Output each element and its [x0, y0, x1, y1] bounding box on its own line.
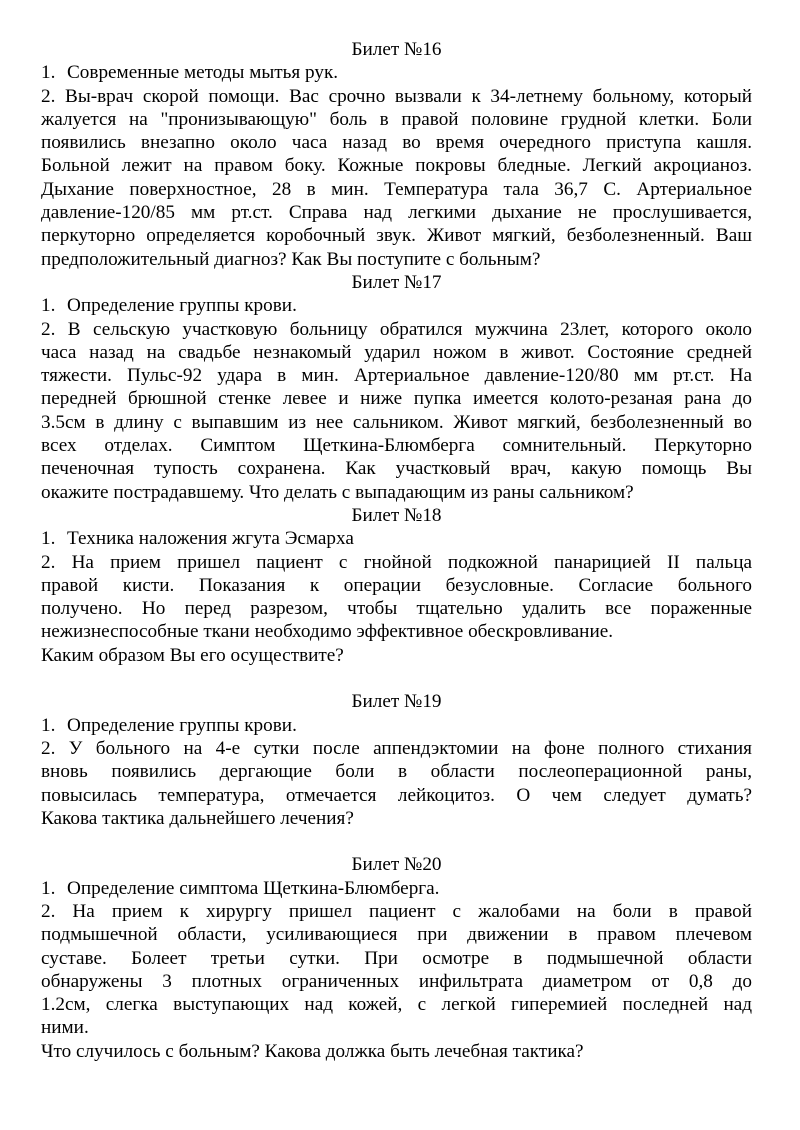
question-1-text: Техника наложения жгута Эсмарха: [67, 528, 354, 550]
question-2-line: Что случилось с больным? Какова должка быть лечебная тактика?: [41, 1040, 584, 1062]
question-2-line: 1.2см, слегка выступающих над кожей, с легкой гиперемией последней над: [41, 994, 752, 1016]
ticket-title: Билет №17: [351, 271, 442, 293]
question-number: 1.: [41, 714, 56, 736]
question-1: [41, 61, 752, 84]
question-2-line: предположительный диагноз? Как Вы поступите с больным?: [41, 248, 541, 270]
question-number: 1.: [41, 528, 56, 550]
question-2-line: появились внезапно около часа назад во время очередного приступа кашля.: [41, 132, 752, 154]
question-2-line: 2. На прием пришел пациент с гнойной подкожной панарицией II пальца: [41, 551, 752, 573]
spacer: [41, 667, 752, 690]
question-2-line: правой кисти. Показания к операции безусловные. Согласие больного: [41, 574, 752, 596]
ticket-19: [41, 690, 752, 853]
question-2-line: перкуторно определяется коробочный звук. Живот мягкий, безболезненный. Ваш: [41, 225, 752, 247]
question-2-line: передней брюшной стенке левее и ниже пупка имеется колото-резаная рана до: [41, 388, 752, 410]
ticket-title: Билет №16: [351, 39, 442, 60]
question-2-line: всех отделах. Симптом Щеткина-Блюмберга сомнительный. Перкуторно: [41, 435, 752, 457]
question-2-line: ними.: [41, 1017, 89, 1039]
question-2-line: нежизнеспособные ткани необходимо эффективное обескровливание.: [41, 621, 614, 643]
question-2-line: Какова тактика дальнейшего лечения?: [41, 807, 354, 829]
question-2-line: подмышечной области, усиливающиеся при движении в правом плечевом: [41, 924, 752, 946]
question-2-line: 2. На прием к хирургу пришел пациент с жалобами на боли в правой: [41, 900, 752, 922]
question-2-line: тяжести. Пульс-92 удара в мин. Артериальное давление-120/80 мм рт.ст. На: [41, 365, 752, 387]
question-1: [41, 714, 752, 737]
question-2-line: давление-120/85 мм рт.ст. Справа над легкими дыхание не прослушивается,: [41, 202, 752, 224]
question-2-line: 2. В сельскую участковую больницу обратился мужчина 23лет, которого около: [41, 318, 752, 340]
ticket-title: Билет №18: [351, 504, 442, 526]
ticket-17: [41, 271, 752, 504]
ticket-20: [41, 853, 752, 1063]
question-number: 1.: [41, 877, 56, 899]
ticket-title: Билет №19: [351, 691, 442, 713]
question-1-text: Определение группы крови.: [67, 714, 297, 736]
question-2-line: Каким образом Вы его осуществите?: [41, 644, 344, 666]
question-2-line: жалуется на "пронизывающую" боль в правой половине грудной клетки. Боли: [41, 108, 752, 130]
question-2-line: обнаружены 3 плотных ограниченных инфильтрата диаметром от 0,8 до: [41, 970, 752, 992]
question-2-line: вновь появились дергающие боли в области послеоперационной раны,: [41, 761, 752, 783]
question-2-line: суставе. Болеет третьи сутки. При осмотре в подмышечной области: [41, 947, 752, 969]
question-2-line: 2. У больного на 4-е сутки после аппендэктомии на фоне полного стихания: [41, 737, 752, 759]
question-2-line: печеночная тупость сохранена. Как участковый врач, какую помощь Вы: [41, 458, 752, 480]
question-2-line: получено. Но перед разрезом, чтобы тщательно удалить все пораженные: [41, 598, 752, 620]
ticket-18: [41, 504, 752, 690]
question-2-line: 3.5см в длину с выпавшим из нее сальником. Живот мягкий, безболезненный во: [41, 411, 752, 433]
question-2-line: Больной лежит на правом боку. Кожные покровы бледные. Легкий акроцианоз.: [41, 155, 752, 177]
question-2-line: повысилась температура, отмечается лейкоцитоз. О чем следует думать?: [41, 784, 752, 806]
question-1-text: Современные методы мытья рук.: [67, 62, 339, 84]
question-2-line: окажите пострадавшему. Что делать с выпадающим из раны сальником?: [41, 481, 634, 503]
question-number: 1.: [41, 62, 56, 84]
ticket-16: [41, 38, 752, 271]
question-2-line: часа назад на свадьбе незнакомый ударил ножом в живот. Состояние средней: [41, 341, 752, 363]
question-2-line: Дыхание поверхностное, 28 в мин. Температура тала 36,7 С. Артериальное: [41, 178, 752, 200]
question-1: [41, 877, 752, 900]
question-1: [41, 294, 752, 317]
question-1: [41, 527, 752, 550]
question-2-line: 2. Вы-врач скорой помощи. Вас срочно вызвали к 34-летнему больному, который: [41, 85, 752, 107]
spacer: [41, 830, 752, 853]
question-1-text: Определение симптома Щеткина-Блюмберга.: [67, 877, 440, 899]
question-number: 1.: [41, 295, 56, 317]
question-1-text: Определение группы крови.: [67, 295, 297, 317]
ticket-title: Билет №20: [351, 854, 442, 876]
